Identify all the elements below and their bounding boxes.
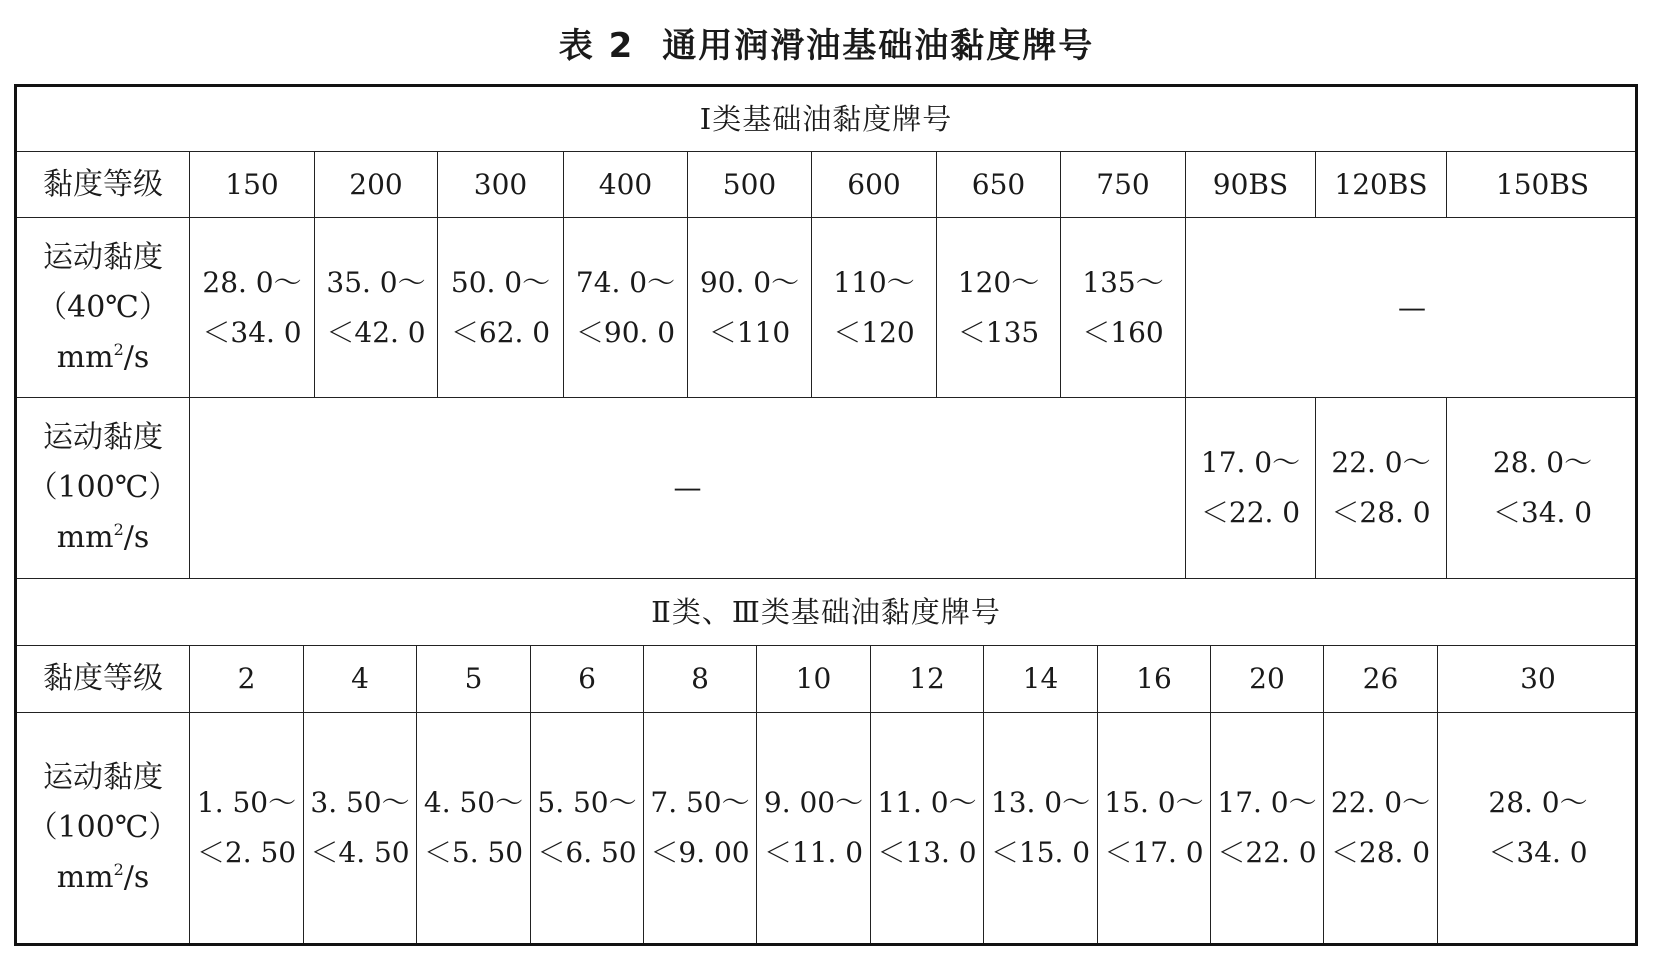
range-lower: 9. 00～ [763, 786, 864, 819]
group2-header: Ⅱ类、Ⅲ类基础油黏度牌号 [651, 595, 1001, 629]
kv100-range-cell [530, 713, 643, 943]
grade-cell: 4 [303, 646, 416, 712]
grade-cell: 120BS [1315, 152, 1446, 217]
range-upper: ＜9. 00 [650, 836, 750, 869]
range-lower: 17. 0～ [1200, 446, 1301, 479]
kv40-range-cell [563, 218, 687, 397]
group2-grade-row [17, 646, 1635, 713]
kv-temp-text: （100℃） [27, 470, 179, 505]
kv40-range-cell [1060, 218, 1185, 397]
group1-header-row [17, 87, 1635, 152]
grade-cell: 6 [530, 646, 643, 712]
range-lower: 50. 0～ [450, 265, 551, 299]
grade-label: 黏度等级 [43, 661, 163, 696]
kv-unit: $mm^2/s$ [56, 339, 150, 375]
range-lower: 28. 0～ [1488, 786, 1588, 819]
range-lower: 1. 50～ [196, 786, 297, 819]
kv100-range-cell [1210, 713, 1323, 943]
viscosity-table [14, 84, 1638, 946]
grade-label: 黏度等级 [43, 166, 163, 202]
group1-header: Ⅰ类基础油黏度牌号 [699, 102, 953, 136]
range-upper: ＜28. 0 [1330, 836, 1431, 869]
range-upper: ＜11. 0 [763, 836, 864, 869]
kv40-range-cell [936, 218, 1060, 397]
grade-cell: 400 [563, 152, 687, 217]
range-lower: 35. 0～ [326, 265, 426, 299]
range-lower: 74. 0～ [575, 265, 676, 299]
group2-header-row [17, 579, 1635, 646]
kv40-range-cell [189, 218, 314, 397]
range-lower: 135～ [1082, 265, 1164, 299]
kv100-range-cell [643, 713, 756, 943]
kv100-range-cell [1097, 713, 1210, 943]
kv100-range-cell [1446, 398, 1638, 578]
range-lower: 28. 0～ [202, 265, 302, 299]
kv100-range-cell [756, 713, 870, 943]
range-lower: 110～ [833, 265, 915, 299]
range-upper: ＜4. 50 [310, 836, 410, 869]
range-upper: ＜34. 0 [202, 315, 302, 349]
range-lower: 4. 50～ [423, 786, 524, 819]
kv-temp-text: （40℃） [37, 289, 169, 325]
table-caption: 通用润滑油基础油黏度牌号 [662, 26, 1095, 66]
grade-cell: 600 [811, 152, 936, 217]
grade-cell: 10 [756, 646, 870, 712]
grade-cell: 300 [437, 152, 563, 217]
range-lower: 28. 0～ [1492, 446, 1593, 479]
kv100-range-cell [416, 713, 530, 943]
kv40-range-cell [437, 218, 563, 397]
range-upper: ＜135 [957, 315, 1040, 349]
kv100-range-cell [983, 713, 1097, 943]
group1-kv40-row [17, 218, 1635, 398]
grade-cell: 20 [1210, 646, 1323, 712]
range-lower: 7. 50～ [650, 786, 750, 819]
grade-cell: 750 [1060, 152, 1185, 217]
group2-kv100-row [17, 713, 1635, 943]
grade-cell: 150 [189, 152, 314, 217]
grade-cell: 500 [687, 152, 811, 217]
range-upper: ＜15. 0 [990, 836, 1091, 869]
range-upper: ＜120 [833, 315, 915, 349]
kv100-range-cell [870, 713, 983, 943]
grade-cell: 14 [983, 646, 1097, 712]
kv100-range-cell [1323, 713, 1437, 943]
range-lower: 11. 0～ [877, 786, 977, 819]
range-lower: 120～ [957, 265, 1040, 299]
range-lower: 5. 50～ [537, 786, 637, 819]
range-upper: ＜22. 0 [1217, 836, 1317, 869]
grade-cell: 5 [416, 646, 530, 712]
kv100-dash: — [189, 398, 1185, 578]
range-upper: ＜2. 50 [196, 836, 297, 869]
kv-unit: $mm^2/s$ [56, 860, 150, 895]
grade-cell: 26 [1323, 646, 1437, 712]
kv40-label [17, 218, 189, 397]
range-upper: ＜110 [708, 315, 791, 349]
range-upper: ＜17. 0 [1104, 836, 1204, 869]
range-upper: ＜42. 0 [326, 315, 426, 349]
kv40-range-cell [314, 218, 437, 397]
group1-kv100-row [17, 398, 1635, 579]
range-upper: ＜34. 0 [1488, 836, 1588, 869]
kv40-range-cell [687, 218, 811, 397]
grade-cell: 2 [189, 646, 303, 712]
range-upper: ＜28. 0 [1331, 496, 1431, 529]
kv-label-text: 运动黏度 [42, 239, 163, 275]
kv-label-text: 运动黏度 [42, 420, 163, 455]
range-upper: ＜90. 0 [575, 315, 676, 349]
grade-cell: 650 [936, 152, 1060, 217]
group1-grade-row [17, 152, 1635, 218]
grade-cell: 16 [1097, 646, 1210, 712]
kv-unit: $mm^2/s$ [56, 520, 150, 555]
range-upper: ＜6. 50 [537, 836, 637, 869]
kv40-range-cell [811, 218, 936, 397]
range-lower: 15. 0～ [1104, 786, 1204, 819]
kv-label-text: 运动黏度 [42, 760, 163, 795]
grade-cell: 12 [870, 646, 983, 712]
grade-cell: 200 [314, 152, 437, 217]
range-upper: ＜34. 0 [1492, 496, 1593, 529]
range-lower: 17. 0～ [1217, 786, 1317, 819]
kv100-label [17, 398, 189, 578]
kv100-range-cell [1437, 713, 1638, 943]
range-upper: ＜160 [1082, 315, 1164, 349]
table-number: 表 2 [558, 26, 635, 66]
grade-cell: 8 [643, 646, 756, 712]
kv100-range-cell [1315, 398, 1446, 578]
table-title [0, 18, 1653, 67]
range-lower: 90. 0～ [699, 265, 800, 299]
range-upper: ＜22. 0 [1200, 496, 1301, 529]
grade-cell: 150BS [1446, 152, 1638, 217]
kv100-range-cell [303, 713, 416, 943]
range-upper: ＜13. 0 [877, 836, 977, 869]
kv40-dash: — [1185, 218, 1638, 397]
range-upper: ＜5. 50 [423, 836, 524, 869]
range-lower: 22. 0～ [1330, 786, 1431, 819]
range-lower: 3. 50～ [310, 786, 410, 819]
range-upper: ＜62. 0 [450, 315, 551, 349]
grade-cell: 90BS [1185, 152, 1315, 217]
kv100-range-cell [1185, 398, 1315, 578]
grade-cell: 30 [1437, 646, 1638, 712]
kv-temp-text: （100℃） [27, 810, 179, 845]
kv100-range-cell [189, 713, 303, 943]
range-lower: 22. 0～ [1331, 446, 1431, 479]
kv100-label [17, 713, 189, 943]
range-lower: 13. 0～ [990, 786, 1091, 819]
